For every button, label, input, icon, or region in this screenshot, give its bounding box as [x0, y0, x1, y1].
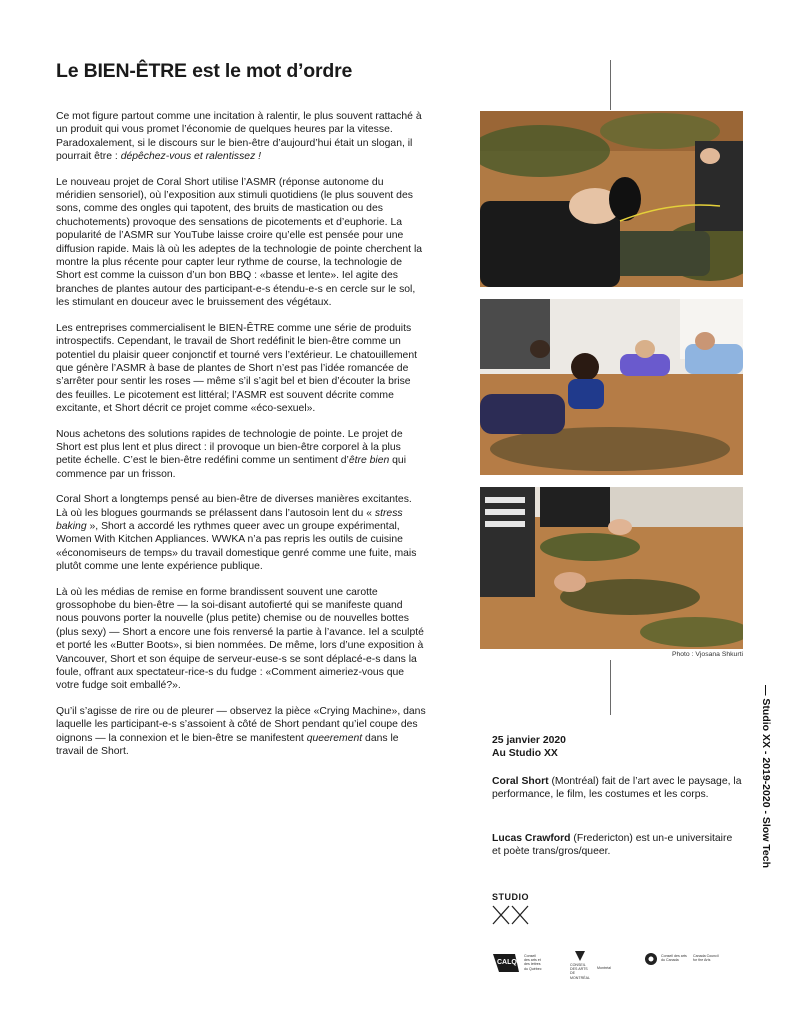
bio-2-name: Lucas Crawford — [492, 833, 571, 844]
cac-text-fr: Conseil des arts du Canada — [661, 954, 687, 963]
paragraph-3: Les entreprises commercialisent le BIEN-ÊTRE comme une série de produits introspectifs. Cependant, le travail de Short redéfinit le bien-être comme un potentiel du plaisir queer conjonctif et tourné vers l’extérieur. Le chatouillement que génère l’ASMR à base de plantes de Short n’est pas l’idée romancée de s’arrêter pour sentir les roses — même s’il s’agit bel et bien d’écouter la brise des feuilles. Le picotement est littéral; l’ASMR est souvent décrite comme excitante, et Short décrit ce projet comme «éco-sexuel». — [56, 322, 417, 415]
paragraph-4-text: Nous achetons des solutions rapides de technologie de pointe. Le projet de Short est plus lent et plus direct : il provoque un bien-être corporel à la plus petite échelle. C’est le bien-être redéfini comme un sentiment d’ — [56, 428, 403, 467]
photo-1 — [480, 111, 743, 287]
paragraph-5-text: Coral Short a longtemps pensé au bien-être de diverses manières excitantes. Là où les blogues gourmands se prélassent dans l’autosoin lent du « — [56, 494, 412, 519]
paragraph-4-emphasis: être bien — [348, 455, 390, 467]
paragraph-4-tail: qui commence par un frisson. — [56, 455, 407, 480]
paragraph-7 — [56, 705, 426, 759]
event-date: 25 janvier 2020 — [492, 735, 566, 746]
paragraph-6: Là où les médias de remise en forme brandissent souvent une carotte grossophobe du bien-être — la soi-disant autofierté qui se manifeste quand nous pouvons porter la nouvelle (plus petite) chemise ou de nouvelles bottes (plus sexy) — Short a encore une fois renversé la partie à l’avance. Iel a sculpté et porté les «Butter Boots», si bien nommées. De même, lors d’une exposition à Vancouver, Short et son équipe de serveur-euse-s se sont déplacé-e-s dans la foule, offrant aux spectateur-rice-s du fudge : «Comment aimeriez-vous que votre fudge soit emballé?». — [56, 586, 424, 692]
side-label — [757, 685, 775, 905]
studio-xx-logo — [492, 892, 542, 930]
event-venue: Au Studio XX — [492, 748, 558, 759]
paragraph-7-tail: dans le travail de Short. — [56, 732, 399, 758]
paragraph-7-text: Qu’il s’agisse de rire ou de pleurer — observez la pièce «Crying Machine», dans laquelle les participant-e-s s’assoient à côté de Short pendant qu’iel coupe des oignons — la connexion et le bien-être se manifestent — [56, 705, 426, 744]
paragraph-1-text: Ce mot figure partout comme une incitation à ralentir, le plus souvent rattaché à un produit qui vous promet l’économie de quelques heures par la vitesse. Paradoxalement, si le discours sur le bien-être d’aujourd’hui était un slogan, il pourrait être : — [56, 111, 422, 163]
photo-2 — [480, 299, 743, 475]
calq-text: Conseil des arts et des lettres du Québec — [524, 954, 542, 971]
montreal-text: Montréal — [597, 966, 611, 970]
canada-council-logo-icon — [644, 952, 658, 966]
bio-coral-short — [492, 775, 742, 802]
cam-text: CONSEIL DES ARTS DE MONTRÉAL — [570, 963, 590, 980]
sponsor-logos — [490, 948, 750, 978]
photo-credit: Photo : Vjosana Shkurti — [671, 651, 743, 658]
bio-2-text: (Fredericton) est un-e universitaire et poète trans/gros/queer. — [492, 833, 733, 858]
paragraph-2: Le nouveau projet de Coral Short utilise l’ASMR (réponse autonome du méridien sensoriel), où l’exposition aux stimuli quotidiens (le plus souvent des sons, comme des ongles qui tapotent, des bruits de mastication ou des chuchotements) provoque des sensations de picotements et d’euphorie. La popularité de l’ASMR sur YouTube laisse croire qu’elle est pensée pour une diffusion rapide. Mais là où les adeptes de la technologie de pointe cherchent la montre la plus récente pour capter leur rythme de course, la technologie de Short est comme la cuisson d’un bon BBQ : «basse et lente». Iel agite des branches de plantes autour des participant-e-s étendu-e-s en cercle sur le sol, les stimulant en douceur avec le bruissement des végétaux. — [56, 176, 423, 309]
calq-mark: CALQ — [497, 959, 517, 966]
paragraph-5-tail: », Short a accordé les rythmes queer avec un groupe expérimental, Women With Kitchen Appliances. WWKA n’a pas repris les outils de cuisine «économiseurs de temps» du travail domestique genré comme une fuite, mais plutôt comme une lente expérience publique. — [56, 520, 417, 573]
paragraph-7-emphasis: queerement — [306, 732, 363, 744]
divider-rule-top — [610, 60, 611, 110]
event-info — [492, 734, 752, 760]
paragraph-4 — [56, 428, 426, 482]
bio-1-text: (Montréal) fait de l’art avec le paysage, la performance, le film, les costumes et les corps. — [492, 776, 742, 801]
studio-logo-label: STUDIO — [492, 892, 530, 902]
cam-logo-icon — [574, 950, 586, 962]
paragraph-5-emphasis: stress baking — [56, 507, 403, 532]
paragraph-1-emphasis: dépêchez-vous et ralentissez ! — [120, 151, 262, 163]
article-body — [56, 110, 426, 770]
paragraph-1 — [56, 110, 426, 164]
side-label-text: — Studio XX - 2019-2020 - Slow Tech — [760, 685, 772, 869]
page-title: Le BIEN-ÊTRE est le mot d’ordre — [56, 60, 353, 82]
photo-3 — [480, 487, 743, 649]
bio-1-name: Coral Short — [492, 776, 549, 787]
xx-mark-icon — [492, 905, 530, 925]
cac-text-en: Canada Council for the Arts — [693, 954, 719, 963]
divider-rule-bottom — [610, 660, 611, 715]
bio-lucas-crawford — [492, 832, 742, 859]
paragraph-5 — [56, 493, 426, 573]
